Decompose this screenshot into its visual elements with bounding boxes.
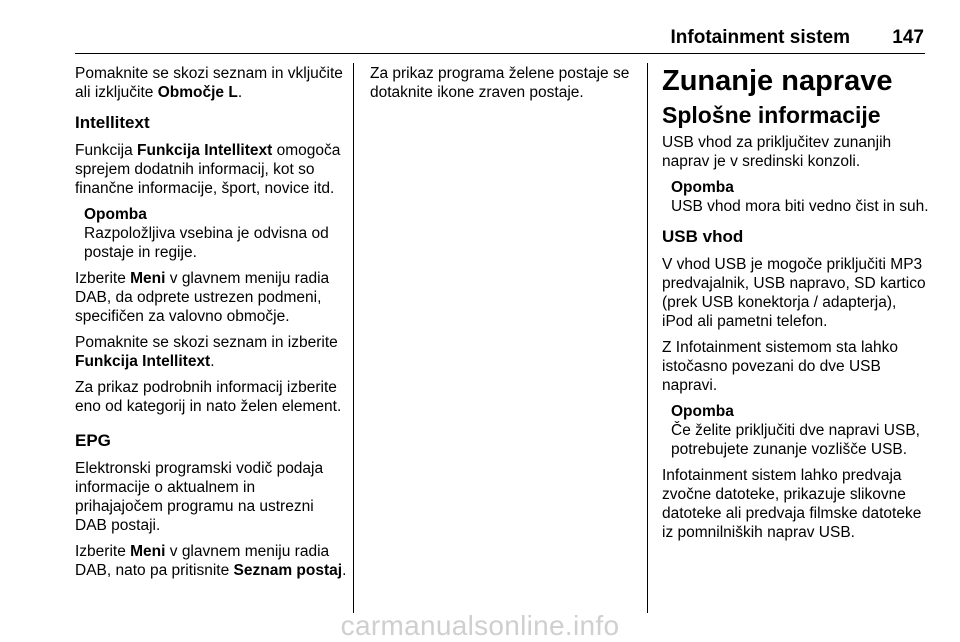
note-box [671,402,930,459]
section-heading-usb: USB vhod [662,227,744,246]
paragraph: V vhod USB je mogoče priključiti MP3 predvajalnik, USB napravo, SD kartico (prek USB konektorja / adapterja), iPod ali pametni telefon. [662,256,926,330]
section-heading-general: Splošne informacije [662,102,881,128]
paragraph: Za prikaz podrobnih informacij izberite eno od kategorij in nato želen element. [75,379,342,415]
menu-term: Območje L [157,84,238,101]
column-3 [662,64,930,549]
paragraph: Funkcija Funkcija Intellitext omogoča sprejem dodatnih informacij, kot so finančne informacije, šport, novice itd. [75,142,341,197]
menu-term: Meni [130,270,166,287]
watermark: carmanualsonline.info [340,610,620,641]
header-rule [75,53,925,54]
note-title: Opomba [84,206,147,223]
column-divider-1 [353,63,354,613]
note-box [671,178,930,216]
note-title: Opomba [671,403,734,420]
menu-term: Meni [130,543,166,560]
paragraph: Za prikaz programa želene postaje se dotaknite ikone zraven postaje. [370,65,630,101]
paragraph: Pomaknite se skozi seznam in izberite Funkcija Intellitext. [75,334,338,370]
paragraph: Z Infotainment sistemom sta lahko istočasno povezani do dve USB napravi. [662,339,899,394]
paragraph: Pomaknite se skozi seznam in vključite ali izključite Območje L. [75,65,343,101]
note-box [84,205,347,262]
chapter-heading: Zunanje naprave [662,65,893,97]
section-heading-epg: EPG [75,431,111,450]
section-heading-intellitext: Intellitext [75,113,150,132]
paragraph: USB vhod za priključitev zunanjih naprav je v sredinski konzoli. [662,134,892,170]
menu-term: Funkcija Intellitext [75,353,211,370]
column-1 [75,64,347,587]
page-number: 147 [892,27,924,48]
column-2 [370,64,638,109]
note-title: Opomba [671,179,734,196]
paragraph: Izberite Meni v glavnem meniju radia DAB, da odprete ustrezen podmeni, specifičen za valovno območje. [75,270,330,325]
note-text: Razpoložljiva vsebina je odvisna od postaje in regije. [84,225,329,261]
note-text: Če želite priključiti dve napravi USB, potrebujete zunanje vozlišče USB. [671,422,920,458]
menu-term: Funkcija Intellitext [137,142,273,159]
paragraph: Elektronski programski vodič podaja informacije o aktualnem in prihajajočem programu na ustrezni DAB postaji. [75,460,324,534]
menu-term: Seznam postaj [233,562,343,579]
note-text: USB vhod mora biti vedno čist in suh. [671,198,929,215]
header-title: Infotainment sistem [670,27,850,48]
paragraph: Infotainment sistem lahko predvaja zvočne datoteke, prikazuje slikovne datoteke ali predvaja filmske datoteke iz pomnilniških naprav USB. [662,467,922,541]
column-divider-2 [647,63,648,613]
paragraph: Izberite Meni v glavnem meniju radia DAB, nato pa pritisnite Seznam postaj. [75,543,347,579]
